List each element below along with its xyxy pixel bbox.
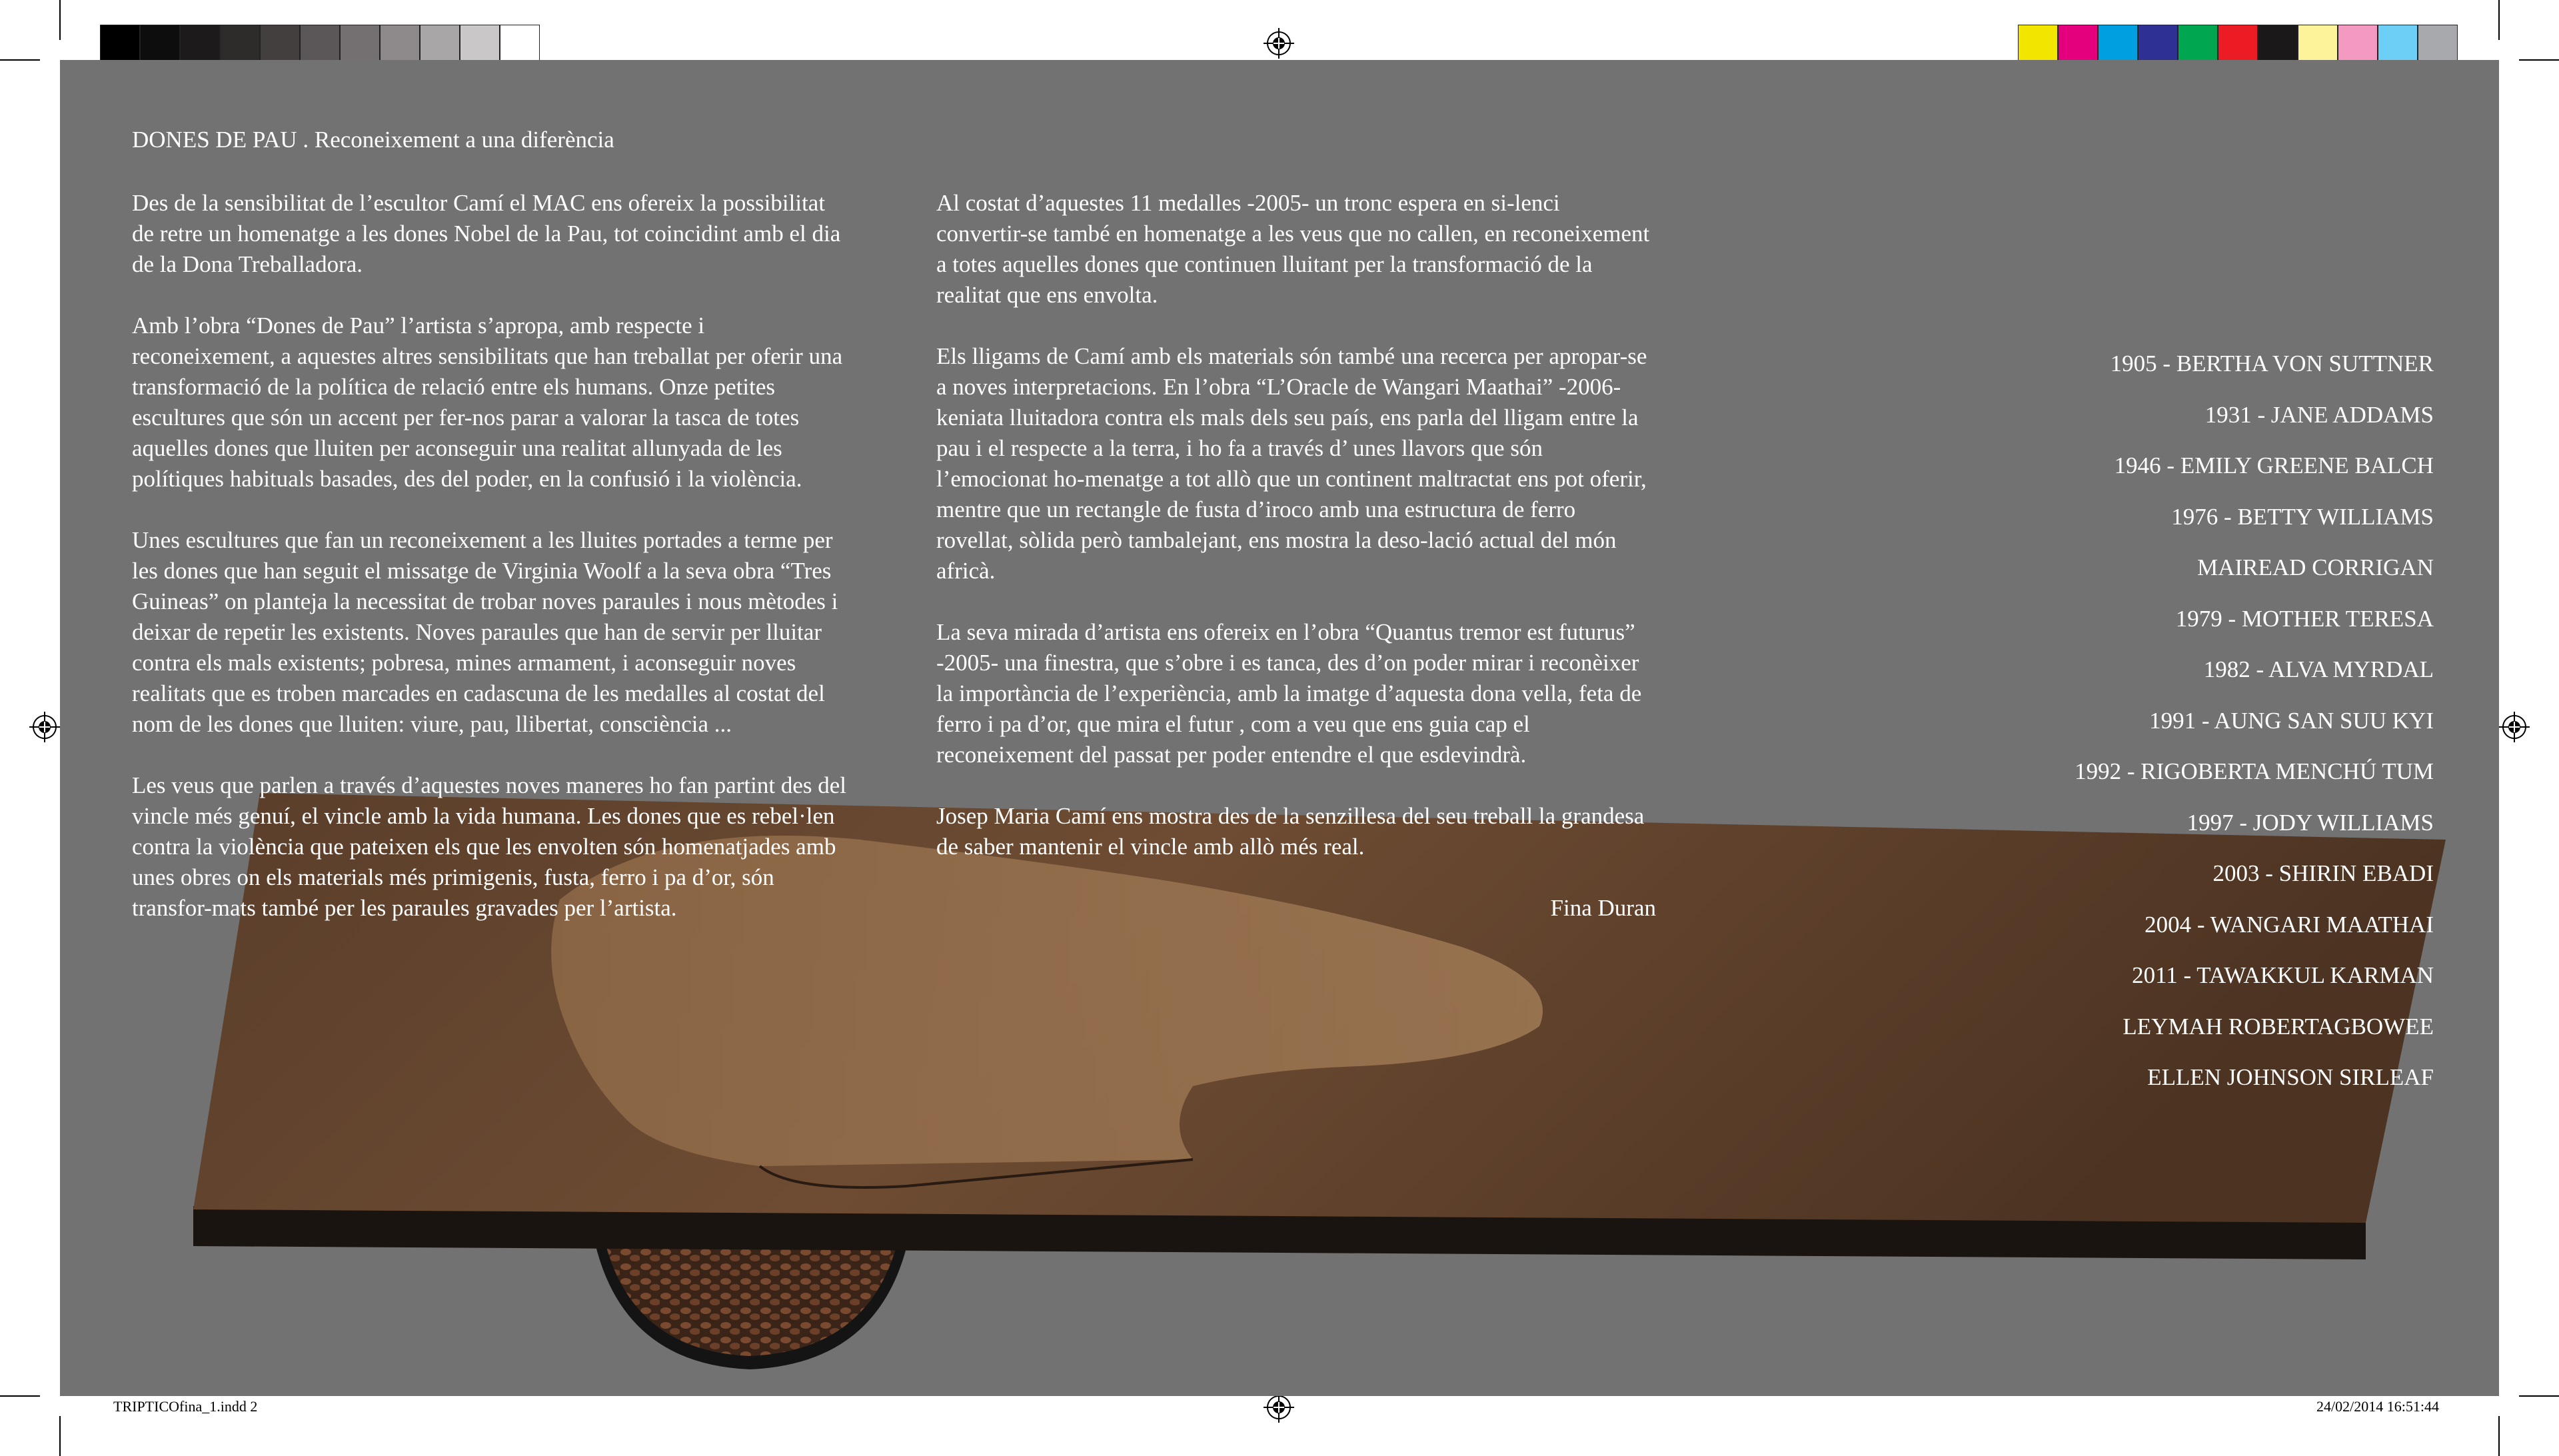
color-swatch	[2058, 25, 2098, 65]
paragraph: Amb l’obra “Dones de Pau” l’artista s’apropa, amb respecte i reconeixement, a aquestes altres sensibilitats que han treballat per oferir una transformació de la política de relació entre els humans. Onze petites escultures que són un accent per fer-nos parar a valorar la tasca de totes aquelles dones que lluiten per aconseguir una realitat allunyada de les polítiques habituals basades, des del poder, en la confusió i la violència.	[132, 313, 843, 492]
color-swatch	[2338, 25, 2378, 65]
color-swatch	[220, 25, 260, 65]
color-swatch	[2298, 25, 2338, 65]
crop-mark	[59, 1416, 61, 1456]
color-swatch	[180, 25, 220, 65]
color-swatch	[500, 25, 540, 65]
paragraph: Les veus que parlen a través d’aquestes noves maneres ho fan partint des del vincle més genuí, el vincle amb la vida humana. Les dones que es rebel·len contra la violència que pateixen els que les envolten són homenatjades amb unes obres on els materials més primigenis, fusta, ferro i pa d’or, són transfor-mats també per les paraules gravades per l’artista.	[132, 772, 846, 921]
laureate-item: LEYMAH ROBERTAGBOWEE	[2123, 1013, 2434, 1040]
color-swatch	[2178, 25, 2218, 65]
color-swatch	[2418, 25, 2458, 65]
color-swatch	[2258, 25, 2298, 65]
color-swatch	[2378, 25, 2418, 65]
color-swatch	[340, 25, 380, 65]
laureate-item: 1997 - JODY WILLIAMS	[2186, 809, 2434, 836]
crop-mark	[0, 1395, 40, 1397]
laureate-item: 2003 - SHIRIN EBADI	[2212, 860, 2434, 886]
color-swatch	[2098, 25, 2138, 65]
paragraph: Els lligams de Camí amb els materials són també una recerca per apropar-se a noves interpretacions. En l’obra “L’Oracle de Wangari Maathai” -2006- keniata lluitadora contra els mals dels seu país, ens parla del lligam entre la pau i el respecte a la terra, i ho fa a través d’ unes llavors que són l’emocionat ho-menatge a tot allò que un continent maltractat ens pot oferir, mentre que un rectangle de fusta d’iroco amb una estructura de ferro rovellat, sòlida però tambalejant, ens mostra la deso-lació actual del món africà.	[936, 343, 1647, 584]
laureate-item: 1976 - BETTY WILLIAMS	[2171, 503, 2434, 530]
date-time-slug: 24/02/2014 16:51:44	[2316, 1398, 2439, 1415]
laureate-item: ELLEN JOHNSON SIRLEAF	[2147, 1064, 2434, 1090]
crop-mark	[2498, 1416, 2500, 1456]
color-swatch	[380, 25, 420, 65]
paragraph: La seva mirada d’artista ens ofereix en l’obra “Quantus tremor est futurus” -2005- una finestra, que s’obre i es tanca, des d’on poder mirar i reconèixer la importància de l’experiència, amb la imatge d’aquesta dona vella, feta de ferro i pa d’or, que mira el futur , com a veu que ens guia cap el reconeixement del passat per poder entendre el que esdevindrà.	[936, 619, 1642, 768]
crop-mark	[2519, 1395, 2559, 1397]
crop-mark	[59, 0, 61, 40]
paragraph: Josep Maria Camí ens mostra des de la senzillesa del seu treball la grandesa de saber mantenir el vincle amb allò més real.	[936, 803, 1645, 860]
paragraph: Des de la sensibilitat de l’escultor Camí el MAC ens ofereix la possibilitat de retre un homenatge a les dones Nobel de la Pau, tot coincidint amb el dia de la Dona Treballadora.	[132, 190, 841, 277]
registration-mark-icon	[2499, 712, 2530, 742]
color-swatch	[460, 25, 500, 65]
laureate-item: MAIREAD CORRIGAN	[2197, 554, 2434, 580]
laureate-item: 1992 - RIGOBERTA MENCHÚ TUM	[2075, 758, 2434, 784]
laureate-item: 1946 - EMILY GREENE BALCH	[2114, 452, 2434, 478]
laureate-item: 2004 - WANGARI MAATHAI	[2144, 911, 2434, 938]
laureate-item: 1982 - ALVA MYRDAL	[2203, 656, 2434, 682]
nobel-laureates-list	[2075, 339, 2434, 1103]
laureate-item: 2011 - TAWAKKUL KARMAN	[2132, 962, 2434, 988]
crop-mark	[0, 59, 40, 61]
paragraph: Al costat d’aquestes 11 medalles -2005- un tronc espera en si-lenci convertir-se també en homenatge a les veus que no callen, en reconeixement a totes aquelles dones que continuen lluitant per la transformació de la realitat que ens envolta.	[936, 190, 1650, 308]
laureate-item: 1991 - AUNG SAN SUU KYI	[2149, 707, 2434, 734]
laureate-item: 1905 - BERTHA VON SUTTNER	[2110, 351, 2434, 376]
author-signature: Fina Duran	[1550, 895, 1656, 921]
document-heading: DONES DE PAU . Reconeixement a una diferència	[132, 127, 614, 153]
color-swatch	[2218, 25, 2258, 65]
text-column-left	[132, 188, 852, 954]
color-swatch	[420, 25, 460, 65]
color-swatch	[2018, 25, 2058, 65]
color-swatch	[260, 25, 300, 65]
document-panel	[60, 60, 2499, 1396]
color-swatch	[2138, 25, 2178, 65]
crop-mark	[2498, 0, 2500, 40]
laureate-item: 1931 - JANE ADDAMS	[2204, 401, 2434, 428]
registration-mark-icon	[1264, 1392, 1294, 1423]
color-swatch	[100, 25, 140, 65]
registration-mark-icon	[1264, 28, 1294, 59]
paragraph: Unes escultures que fan un reconeixement a les lluites portades a terme per les dones que han seguit el missatge de Virginia Woolf a la seva obra “Tres Guineas” on planteja la necessitat de trobar noves paraules i nous mètodes i deixar de repetir les existents. Noves paraules que han de servir per lluitar contra els mals existents; pobresa, mines armament, i aconseguir noves realitats que es troben marcades en cadascuna de les medalles al costat del nom de les dones que lluiten: viure, pau, llibertat, consciència ...	[132, 527, 838, 737]
text-column-middle	[936, 188, 1656, 954]
laureate-item: 1979 - MOTHER TERESA	[2175, 605, 2434, 632]
registration-mark-icon	[29, 712, 60, 742]
file-name-slug: TRIPTICOfina_1.indd 2	[113, 1398, 258, 1415]
color-swatch	[300, 25, 340, 65]
color-swatch	[140, 25, 180, 65]
crop-mark	[2519, 59, 2559, 61]
